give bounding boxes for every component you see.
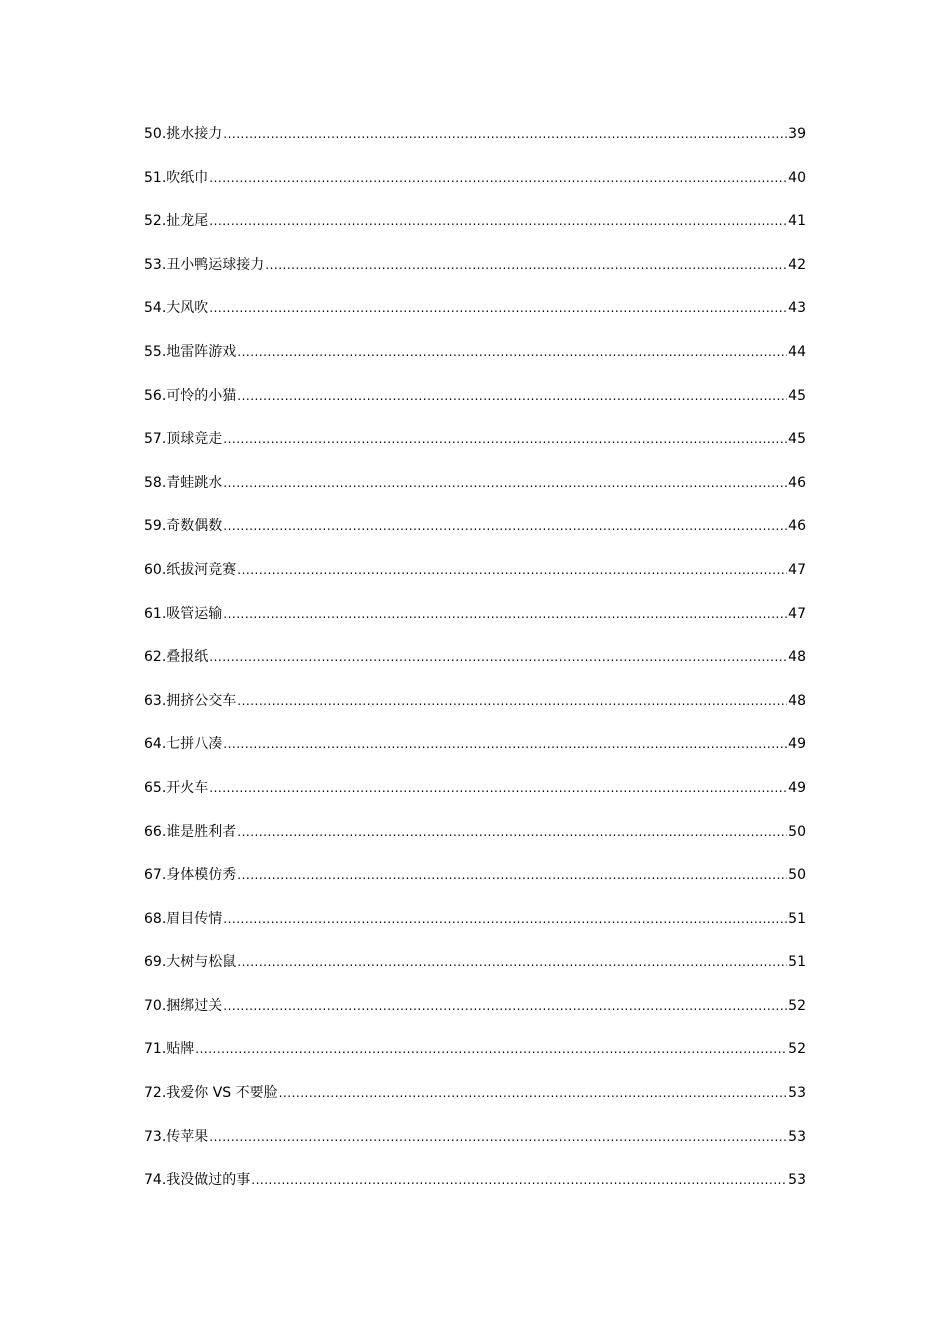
toc-entry-title: 72.我爱你 VS 不要脸 bbox=[144, 1085, 278, 1102]
toc-entry-page: 47 bbox=[788, 561, 806, 578]
toc-entry-title: 57.顶球竞走 bbox=[144, 431, 223, 448]
toc-entry-page: 46 bbox=[788, 518, 806, 535]
table-of-contents bbox=[144, 124, 806, 1214]
toc-entry[interactable] bbox=[144, 298, 806, 342]
toc-entry-page: 52 bbox=[788, 997, 806, 1014]
toc-entry-page: 39 bbox=[788, 126, 806, 142]
dot-leader bbox=[223, 909, 787, 929]
dot-leader bbox=[209, 168, 787, 188]
dot-leader bbox=[223, 734, 787, 754]
toc-entry-page: 42 bbox=[788, 256, 806, 273]
toc-entry-page: 50 bbox=[788, 867, 806, 884]
toc-entry-title: 51.吹纸巾 bbox=[144, 169, 209, 186]
dot-leader bbox=[209, 778, 787, 798]
toc-entry-title: 68.眉目传情 bbox=[144, 910, 223, 927]
toc-entry-page: 53 bbox=[788, 1172, 806, 1189]
dot-leader bbox=[237, 691, 787, 711]
toc-entry-title: 74.我没做过的事 bbox=[144, 1172, 251, 1189]
toc-entry-title: 54.大风吹 bbox=[144, 300, 209, 317]
dot-leader bbox=[209, 298, 787, 318]
toc-entry-title: 61.吸管运输 bbox=[144, 605, 223, 622]
toc-entry[interactable] bbox=[144, 647, 806, 691]
toc-entry-title: 73.传苹果 bbox=[144, 1128, 209, 1145]
toc-entry-title: 56.可怜的小猫 bbox=[144, 387, 237, 404]
toc-entry-title: 52.扯龙尾 bbox=[144, 213, 209, 230]
toc-entry-page: 46 bbox=[788, 474, 806, 491]
toc-entry-title: 59.奇数偶数 bbox=[144, 518, 223, 535]
toc-entry[interactable] bbox=[144, 1039, 806, 1083]
dot-leader bbox=[237, 560, 787, 580]
toc-entry[interactable] bbox=[144, 429, 806, 473]
toc-entry[interactable] bbox=[144, 778, 806, 822]
toc-entry-title: 60.纸拔河竞赛 bbox=[144, 561, 237, 578]
dot-leader bbox=[223, 604, 787, 624]
toc-entry-title: 58.青蛙跳水 bbox=[144, 474, 223, 491]
dot-leader bbox=[251, 1170, 787, 1190]
toc-entry-page: 48 bbox=[788, 649, 806, 666]
toc-entry[interactable] bbox=[144, 124, 806, 168]
dot-leader bbox=[237, 865, 787, 885]
toc-entry-title: 67.身体模仿秀 bbox=[144, 867, 237, 884]
toc-entry-title: 64.七拼八凑 bbox=[144, 736, 223, 753]
dot-leader bbox=[209, 647, 787, 667]
dot-leader bbox=[209, 211, 787, 231]
toc-entry-page: 51 bbox=[788, 910, 806, 927]
dot-leader bbox=[223, 473, 787, 493]
toc-entry[interactable] bbox=[144, 604, 806, 648]
toc-entry-title: 69.大树与松鼠 bbox=[144, 954, 237, 971]
dot-leader bbox=[223, 996, 787, 1016]
toc-entry[interactable] bbox=[144, 1170, 806, 1214]
toc-entry-page: 43 bbox=[788, 300, 806, 317]
toc-entry[interactable] bbox=[144, 560, 806, 604]
dot-leader bbox=[279, 1083, 788, 1103]
dot-leader bbox=[237, 342, 787, 362]
toc-entry[interactable] bbox=[144, 865, 806, 909]
toc-entry[interactable] bbox=[144, 909, 806, 953]
toc-entry-page: 53 bbox=[788, 1085, 806, 1102]
toc-entry-page: 45 bbox=[788, 387, 806, 404]
toc-entry[interactable] bbox=[144, 952, 806, 996]
toc-entry-title: 66.谁是胜利者 bbox=[144, 823, 237, 840]
toc-entry-title: 62.叠报纸 bbox=[144, 649, 209, 666]
toc-entry-page: 53 bbox=[788, 1128, 806, 1145]
toc-entry[interactable] bbox=[144, 996, 806, 1040]
toc-entry[interactable] bbox=[144, 211, 806, 255]
toc-entry-page: 47 bbox=[788, 605, 806, 622]
toc-entry-title: 50.挑水接力 bbox=[144, 126, 223, 142]
toc-entry-title: 53.丑小鸭运球接力 bbox=[144, 256, 265, 273]
dot-leader bbox=[223, 429, 787, 449]
toc-entry-page: 41 bbox=[788, 213, 806, 230]
dot-leader bbox=[209, 1127, 787, 1147]
dot-leader bbox=[223, 516, 787, 536]
toc-entry[interactable] bbox=[144, 1127, 806, 1171]
toc-entry-page: 50 bbox=[788, 823, 806, 840]
toc-entry-page: 49 bbox=[788, 736, 806, 753]
toc-entry[interactable] bbox=[144, 168, 806, 212]
toc-entry[interactable] bbox=[144, 516, 806, 560]
toc-entry-page: 49 bbox=[788, 779, 806, 796]
dot-leader bbox=[237, 952, 787, 972]
toc-entry-title: 65.开火车 bbox=[144, 779, 209, 796]
toc-entry[interactable] bbox=[144, 386, 806, 430]
toc-entry-page: 52 bbox=[788, 1041, 806, 1058]
toc-entry[interactable] bbox=[144, 734, 806, 778]
dot-leader bbox=[223, 124, 787, 144]
toc-entry-page: 40 bbox=[788, 169, 806, 186]
dot-leader bbox=[237, 822, 787, 842]
dot-leader bbox=[265, 255, 787, 275]
toc-entry-title: 55.地雷阵游戏 bbox=[144, 343, 237, 360]
toc-entry-page: 51 bbox=[788, 954, 806, 971]
toc-entry-title: 71.贴牌 bbox=[144, 1041, 195, 1058]
toc-entry-page: 45 bbox=[788, 431, 806, 448]
dot-leader bbox=[237, 386, 787, 406]
toc-entry[interactable] bbox=[144, 255, 806, 299]
dot-leader bbox=[195, 1039, 787, 1059]
toc-entry-page: 44 bbox=[788, 343, 806, 360]
toc-entry-title: 70.捆绑过关 bbox=[144, 997, 223, 1014]
toc-entry[interactable] bbox=[144, 1083, 806, 1127]
toc-entry-page: 48 bbox=[788, 692, 806, 709]
toc-entry[interactable] bbox=[144, 473, 806, 517]
toc-entry[interactable] bbox=[144, 691, 806, 735]
toc-entry-title: 63.拥挤公交车 bbox=[144, 692, 237, 709]
toc-entry[interactable] bbox=[144, 822, 806, 866]
toc-entry[interactable] bbox=[144, 342, 806, 386]
